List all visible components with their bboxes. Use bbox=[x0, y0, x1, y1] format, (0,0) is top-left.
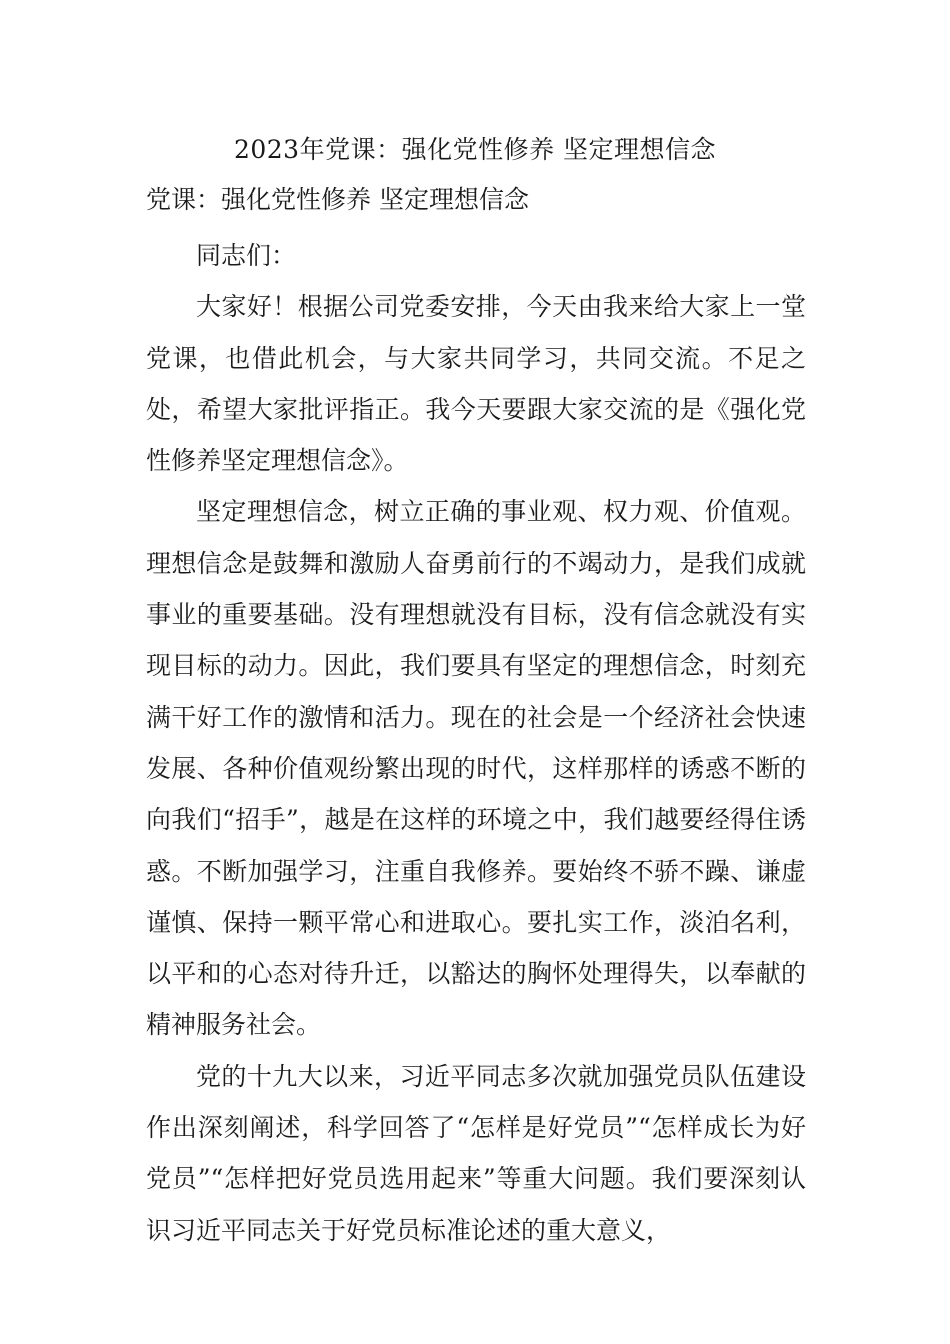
paragraph-1: 大家好！根据公司党委安排，今天由我来给大家上一堂党课，也借此机会，与大家共同学习，共同交流。不足之处，希望大家批评指正。我今天要跟大家交流的是《强化党性修养坚定理想信念》。 bbox=[146, 292, 806, 476]
paragraph-3: 党的十九大以来，习近平同志多次就加强党员队伍建设作出深刻阐述，科学回答了“怎样是好党员”“怎样成长为好党员”“怎样把好党员选用起来”等重大问题。我们要深刻认识习近平同志关于好党员标准论述的重大意义， bbox=[146, 1061, 806, 1245]
document-title: 2023年党课：强化党性修养 坚定理想信念 bbox=[233, 135, 717, 164]
document-body bbox=[146, 230, 806, 1256]
greeting: 同志们： bbox=[196, 241, 297, 270]
document-subtitle: 党课：强化党性修养 坚定理想信念 bbox=[146, 185, 529, 214]
paragraph-2: 坚定理想信念，树立正确的事业观、权力观、价值观。理想信念是鼓舞和激励人奋勇前行的不竭动力，是我们成就事业的重要基础。没有理想就没有目标，没有信念就没有实现目标的动力。因此，我们要具有坚定的理想信念，时刻充满干好工作的激情和活力。现在的社会是一个经济社会快速发展、各种价值观纷繁出现的时代，这样那样的诱惑不断的向我们“招手”，越是在这样的环境之中，我们越要经得住诱惑。不断加强学习，注重自我修养。要始终不骄不躁、谦虚谨慎、保持一颗平常心和进取心。要扎实工作，淡泊名利，以平和的心态对待升迁，以豁达的胸怀处理得失，以奉献的精神服务社会。 bbox=[146, 497, 806, 1040]
